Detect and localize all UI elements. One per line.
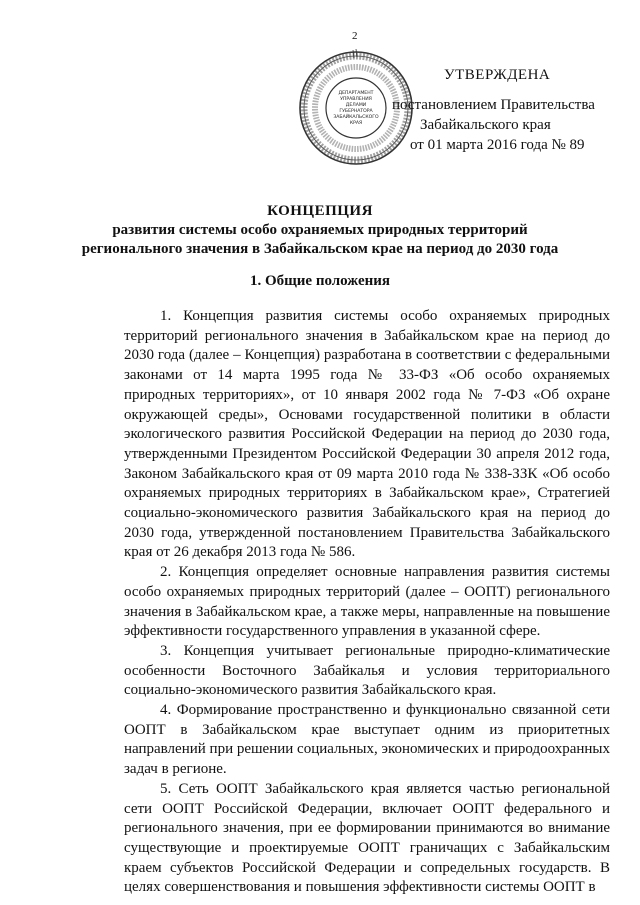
approval-line-2: Забайкальского края bbox=[420, 117, 551, 133]
paragraph-3: 3. Концепция учитывает региональные природно-климатические особенности Восточного Забайкалья и условия территориального социально-экономического развития Забайкальского края. bbox=[124, 642, 610, 699]
page-number: 2 bbox=[352, 30, 358, 42]
section-heading: 1. Общие положения bbox=[249, 273, 391, 289]
seal-line-2: УПРАВЛЕНИЯ bbox=[340, 97, 372, 102]
paragraph-1: 1. Концепция развития системы особо охраняемых природных территорий регионального значения в Забайкальском крае на период до 2030 года (далее – Концепция) разработана в соответствии с федеральными законами от 14 марта 1995 года № 33-ФЗ «Об особо охраняемых природных территориях», от 10 января 2002 года № 7-ФЗ «Об охране окружающей среды», Основами государственной политики в области экологического развития Российской Федерации на период до 2030 года, утвержденными Президентом Российской Федерации 30 апреля 2012 года, Законом Забайкальского края от 09 марта 2010 года № 338-ЗЗК «Об особо охраняемых природных территориях в Забайкальском крае», Стратегией социально-экономического развития Забайкальского края на период до 2030 года, утвержденной постановлением Правительства Забайкальского края от 26 декабря 2013 года № 586. bbox=[124, 308, 610, 561]
seal-line-5: ЗАБАЙКАЛЬСКОГО bbox=[333, 115, 379, 120]
seal-line-1: ДЕПАРТАМЕНТ bbox=[338, 91, 374, 96]
approval-line-3: от 01 марта 2016 года № 89 bbox=[410, 137, 585, 153]
document-subtitle-line-2: регионального значения в Забайкальском крае на период до 2030 года bbox=[81, 241, 559, 257]
seal-line-3: ДЕЛАМИ bbox=[345, 103, 367, 108]
document-title: КОНЦЕПЦИЯ bbox=[267, 203, 373, 219]
paragraph-5: 5. Сеть ООПТ Забайкальского края является частью региональной сети ООПТ Российской Федерации, включает ООПТ федерального и регионального значения, при ее формировании принимаются во внимание существующие и проектируемые ООПТ граничащих с Забайкальским краем субъектов Российской Федерации и сопредельных государств. В целях совершенствования и повышения эффективности системы ООПТ в bbox=[124, 780, 610, 896]
document-subtitle-line-1: развития системы особо охраняемых природных территорий bbox=[112, 222, 528, 238]
approval-line-1: постановлением Правительства bbox=[392, 97, 595, 113]
seal-line-6: КРАЯ bbox=[349, 121, 363, 126]
paragraph-4: 4. Формирование пространственно и функционально связанной сети ООПТ в Забайкальском крае выступает одним из приоритетных направлений при решении социальных, экономических и природоохранных задач в регионе. bbox=[124, 702, 610, 778]
section-body bbox=[124, 307, 610, 898]
paragraph-2: 2. Концепция определяет основные направления развития системы особо охраняемых природных территорий (далее – ООПТ) регионального значения в Забайкальском крае, а также меры, направленные на повышение эффективности государственного управления в указанной сфере. bbox=[124, 564, 610, 640]
approval-title: УТВЕРЖДЕНА bbox=[444, 67, 551, 83]
seal-line-4: ГУБЕРНАТОРА bbox=[339, 109, 373, 114]
